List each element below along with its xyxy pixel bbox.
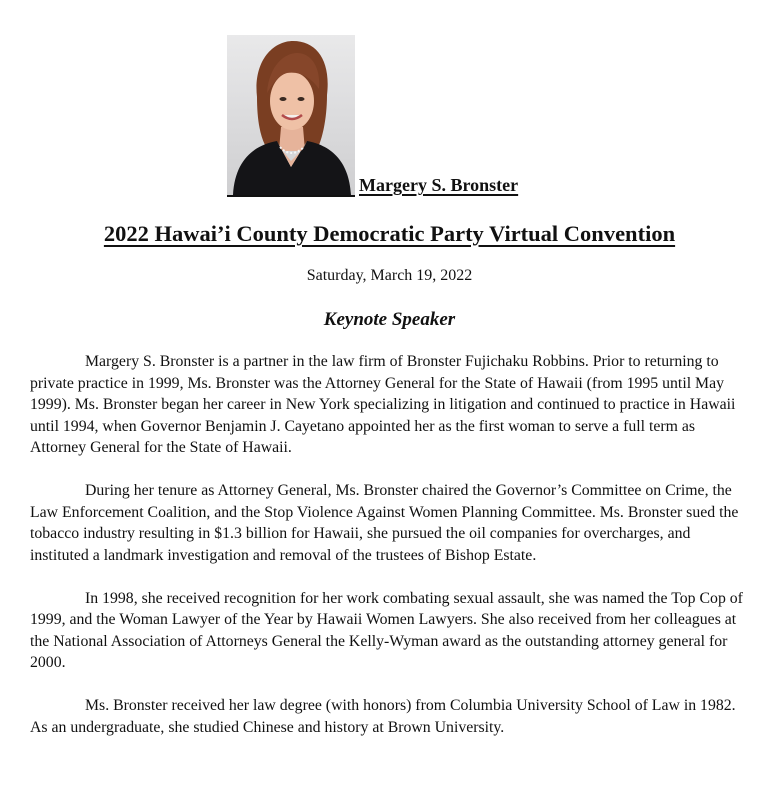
speaker-name-caption: Margery S. Bronster xyxy=(359,175,519,195)
bio-paragraph: In 1998, she received recognition for her work combating sexual assault, she was named the Top Cop of 1999, and the Woman Lawyer of the Year by Hawaii Women Lawyers. She also received from her colleagues at the National Association of Attorneys General the Kelly-Wyman award as the outstanding attorney general for 2000. xyxy=(30,589,743,671)
event-date: Saturday, March 19, 2022 xyxy=(306,267,473,284)
event-title-text: 2022 Hawai’i County Democratic Party Virtual Convention xyxy=(103,221,676,246)
bio-paragraph: Margery S. Bronster is a partner in the law firm of Bronster Fujichaku Robbins. Prior to returning to private practice in 1999, Ms. Bronster was the Attorney General for the State of Hawaii (from 1995 until May 1999). Ms. Bronster began her career in New York specializing in litigation and continued to practice in Hawaii until 1994, when Governor Benjamin J. Cayetano appointed her as the first woman to serve a full term as Attorney General for the State of Hawaii. xyxy=(30,353,736,456)
speaker-role-heading: Keynote Speaker xyxy=(323,309,456,330)
bio-paragraph: Ms. Bronster received her law degree (with honors) from Columbia University School of Law in 1982. As an undergraduate, she studied Chinese and history at Brown University. xyxy=(30,697,736,736)
speaker-portrait-image xyxy=(227,35,355,195)
speaker-photo xyxy=(227,35,355,197)
speaker-biography xyxy=(30,351,752,738)
bio-paragraph: During her tenure as Attorney General, Ms. Bronster chaired the Governor’s Committee on Crime, the Law Enforcement Coalition, and the Stop Violence Against Women Planning Committee. Ms. Bronster sued the tobacco industry resulting in $1.3 billion for Hawaii, she pursued the oil companies for overcharges, and instituted a landmark investigation and removal of the trustees of Bishop Estate. xyxy=(30,482,739,564)
event-title xyxy=(0,221,779,247)
